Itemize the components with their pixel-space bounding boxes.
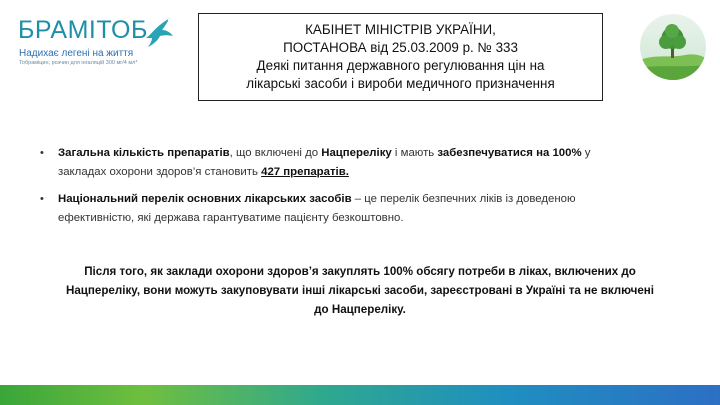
bullet-1-part-6: у закладах охорони здоров’я становить (58, 147, 591, 178)
bullet-dot: • (40, 193, 44, 205)
logo-tagline: Надихає легені на життя (19, 48, 134, 59)
conclusion-paragraph (40, 262, 680, 319)
title-line-3: Деякі питання державного регулювання цін на (256, 58, 545, 73)
logo-subline: Тобраміцин, розчин для інгаляцій 300 мг/4 мл* (19, 60, 138, 66)
brand-logo (18, 14, 178, 74)
title-line-1: КАБІНЕТ МІНІСТРІВ УКРАЇНИ, (305, 22, 496, 37)
title-line-2: ПОСТАНОВА від 25.03.2009 р. № 333 (283, 40, 518, 55)
bullet-1-part-5: забезпечуватися на 100% (437, 147, 582, 159)
conclusion-line-2: Нацпереліку, вони можуть закуповувати інші лікарські засоби, зареєстровані в Україні та не включені (65, 284, 655, 297)
bottom-gradient-bar (0, 385, 720, 405)
bullet-item (38, 144, 638, 181)
bullet-1-part-1: Загальна кількість препаратів (58, 147, 230, 159)
bullet-list (38, 144, 638, 236)
bird-icon (140, 14, 176, 50)
bullet-item (38, 190, 638, 227)
logo-wordmark: БРАМІТОБ (18, 16, 148, 44)
title-line-4: лікарські засоби і вироби медичного призначення (246, 76, 555, 91)
bullet-2-part-2: – це перелік безпечних ліків із доведеною ефективністю, які держава гарантуватиме пацієнту безкоштовно. (58, 193, 576, 224)
title-box (198, 13, 603, 101)
bullet-1-part-4: і мають (391, 147, 438, 159)
tree-landscape-image (640, 14, 706, 80)
bullet-1-part-3: Нацпереліку (321, 147, 392, 159)
bullet-1-part-7: 427 препаратів. (261, 165, 349, 178)
conclusion-line-3: до Нацпереліку. (314, 303, 406, 316)
bullet-1-part-2: , що включені до (229, 147, 322, 159)
conclusion-line-1: Після того, як заклади охорони здоров’я закуплять 100% обсягу потреби в ліках, включених до (84, 265, 636, 278)
bullet-dot: • (40, 147, 44, 159)
bullet-2-part-1: Національний перелік основних лікарських засобів (58, 193, 352, 205)
